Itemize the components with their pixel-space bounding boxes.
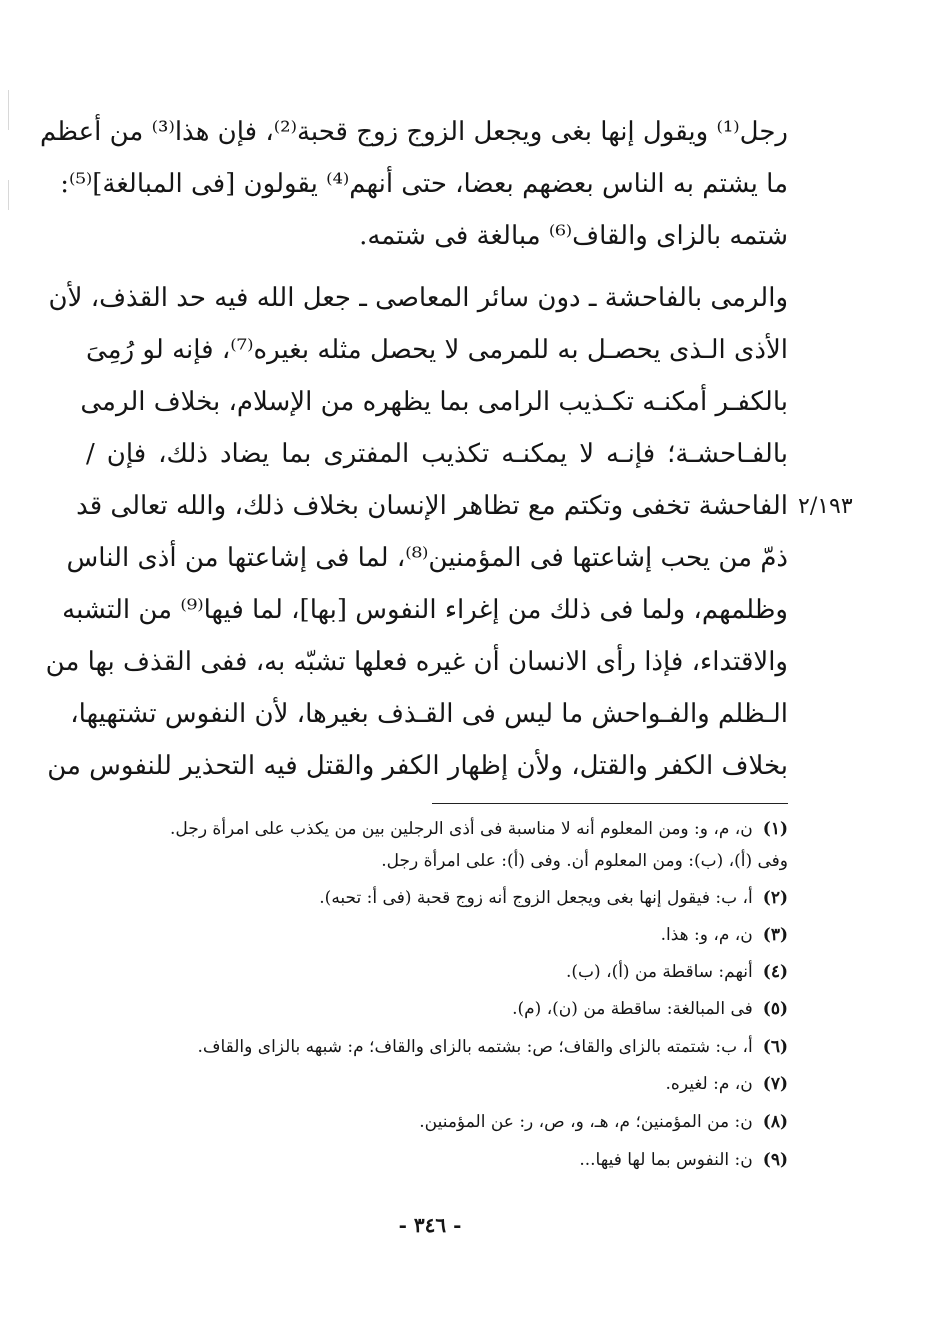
- footnote-text: فى المبالغة: ساقطة من (ن)، (م).: [512, 999, 753, 1019]
- footnote: [80, 960, 788, 984]
- text-line: والرمى بالفاحشة ـ دون سائر المعاصى ـ جعل الله فيه حد القذف، لأن: [48, 283, 788, 313]
- footnote-number: (٤): [762, 962, 788, 982]
- footnote-number: (١): [762, 819, 788, 839]
- text-line: الفاحشة تخفى وتكتم مع تظاهر الإنسان بخلاف ذلك، والله تعالى قد: [76, 491, 788, 521]
- text-line: بالكفـر أمكنـه تكـذيب الرامى بما يظهره من الإسلام، بخلاف الرمى: [80, 387, 788, 417]
- footnote: [80, 1035, 788, 1059]
- footnote: [80, 1148, 788, 1172]
- text-line: رجل⁽¹⁾ ويقول إنها بغى ويجعل الزوج زوج قحبة⁽²⁾، فإن هذا⁽³⁾ من أعظم: [39, 117, 788, 147]
- footnote-text: ن: النفوس بما لها فيها...: [579, 1150, 753, 1170]
- footnote: [80, 1072, 788, 1096]
- footnote-text: وفى (أ)، (ب): ومن المعلوم أن. وفى (أ): على امرأة رجل.: [381, 851, 788, 871]
- footnote-number: (٢): [762, 888, 788, 908]
- footnote: [80, 997, 788, 1021]
- text-line: بخلاف الكفر والقتل، ولأن إظهار الكفر والقتل فيه التحذير للنفوس من: [47, 751, 788, 781]
- text-line: والاقتداء، فإذا رأى الانسان أن غيره فعلها تشبّه به، ففى القذف بها من: [45, 647, 788, 677]
- text-line: الـظلم والفـواحش ما ليس فى القـذف بغيرها، لأن النفوس تشتهيها،: [70, 699, 788, 729]
- footnote-text: ن: من المؤمنين؛ م، هـ، و، ص، ر: عن المؤمنين.: [419, 1112, 753, 1132]
- text-line: بالفـاحشـة؛ فإنـه لا يمكنـه تكذيب المفترى بما يضاد ذلك، فإن /: [86, 439, 788, 469]
- text-line: ذمّ من يحب إشاعتها فى المؤمنين⁽⁸⁾، لما فى إشاعتها من أذى الناس: [66, 543, 788, 573]
- page-number: - ٣٤٦ -: [398, 1213, 462, 1237]
- text-line: شتمه بالزاى والقاف⁽⁶⁾ مبالغة فى شتمه.: [359, 221, 788, 251]
- footnote-divider: [432, 803, 788, 804]
- footnote-text: أنهم: ساقطة من (أ)، (ب).: [566, 962, 753, 982]
- footnote-text: ن، م، و: هذا.: [660, 925, 753, 945]
- footnote: [80, 923, 788, 947]
- footnote-number: (٧): [762, 1074, 788, 1094]
- text-line: وظلمهم، ولما فى ذلك من إغراء النفوس [بها]، لما فيها⁽⁹⁾ من التشبه: [62, 595, 788, 625]
- footnote-number: (٩): [762, 1150, 788, 1170]
- footnote-text: أ، ب: شتمته بالزاى والقاف؛ ص: بشتمه بالزاى والقاف؛ م: شبهه بالزاى والقاف.: [197, 1037, 753, 1057]
- footnote-text: ن، م، و: ومن المعلوم أنه لا مناسبة فى أذى الرجلين بين من يكذب على امرأة رجل.: [170, 819, 753, 839]
- scan-edge-mark: [8, 90, 9, 130]
- scan-edge-mark: [8, 180, 9, 210]
- footnote: [80, 886, 788, 910]
- text-line: الأذى الـذى يحصـل به للمرمى لا يحصل مثله بغيره⁽⁷⁾، فإنه لو رُمِىَ: [86, 335, 789, 365]
- footnote-text: أ، ب: فيقول إنها بغى ويجعل الزوج أنه زوج قحبة (فى أ: تحبه).: [319, 888, 753, 908]
- footnote-number: (٦): [762, 1037, 788, 1057]
- footnote: [80, 1110, 788, 1134]
- footnote-number: (٣): [762, 925, 788, 945]
- margin-page-reference: ٢/١٩٣: [798, 494, 853, 519]
- footnote: [80, 817, 788, 841]
- text-line: ما يشتم به الناس بعضهم بعضا، حتى أنهم⁽⁴⁾ يقولون [فى المبالغة]⁽⁵⁾:: [60, 169, 788, 199]
- footnote-number: (٥): [762, 999, 788, 1019]
- footnote-continuation: [80, 849, 832, 873]
- footnote-text: ن، م: لغيره.: [665, 1074, 753, 1094]
- footnote-number: (٨): [762, 1112, 788, 1132]
